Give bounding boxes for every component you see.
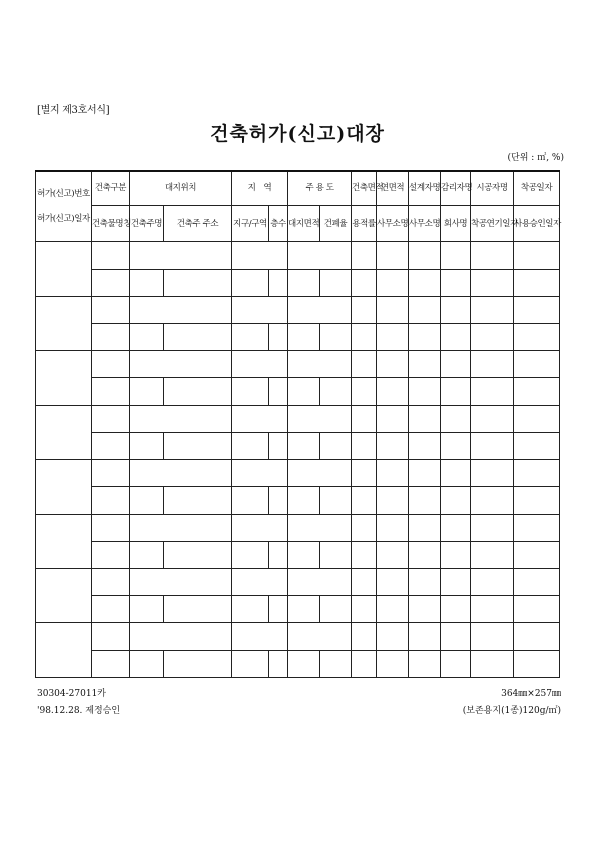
permit-cell[interactable]: [36, 405, 92, 459]
entry-cell[interactable]: [288, 405, 352, 432]
entry-cell[interactable]: [288, 650, 320, 677]
entry-cell[interactable]: [471, 650, 514, 677]
entry-cell[interactable]: [352, 242, 377, 269]
entry-cell[interactable]: [352, 487, 377, 514]
company-header: 회사명: [441, 206, 471, 242]
permit-cell[interactable]: [36, 242, 92, 296]
entry-cell[interactable]: [377, 324, 409, 351]
entry-cell[interactable]: [352, 460, 377, 487]
entry-cell[interactable]: [352, 623, 377, 650]
use-header: 주 용 도: [288, 171, 352, 206]
entry-cell[interactable]: [377, 650, 409, 677]
entry-cell[interactable]: [232, 514, 288, 541]
entry-cell[interactable]: [471, 514, 514, 541]
entry-cell[interactable]: [288, 324, 320, 351]
form-code: 30304-27011카: [37, 689, 106, 699]
entry-cell[interactable]: [471, 296, 514, 323]
entry-row-top: [36, 623, 560, 650]
entry-cell[interactable]: [164, 324, 232, 351]
entry-cell[interactable]: [130, 460, 232, 487]
entry-cell[interactable]: [352, 650, 377, 677]
entry-cell[interactable]: [130, 296, 232, 323]
entry-cell[interactable]: [288, 242, 352, 269]
entry-cell[interactable]: [130, 514, 232, 541]
entry-cell[interactable]: [352, 514, 377, 541]
entry-cell[interactable]: [409, 569, 441, 596]
entry-cell[interactable]: [352, 351, 377, 378]
entry-cell[interactable]: [409, 405, 441, 432]
entry-cell[interactable]: [288, 269, 320, 296]
entry-cell[interactable]: [471, 460, 514, 487]
entry-row-top: [36, 405, 560, 432]
entry-cell[interactable]: [269, 269, 288, 296]
entry-cell[interactable]: [320, 487, 352, 514]
entry-cell[interactable]: [92, 296, 130, 323]
entry-cell[interactable]: [288, 460, 352, 487]
entry-cell[interactable]: [92, 487, 130, 514]
site-area-header: 대지면적: [288, 206, 320, 242]
entry-cell[interactable]: [352, 569, 377, 596]
entry-cell[interactable]: [377, 378, 409, 405]
entry-cell[interactable]: [352, 432, 377, 459]
entry-cell[interactable]: [409, 650, 441, 677]
entry-cell[interactable]: [441, 378, 471, 405]
entry-cell[interactable]: [514, 351, 560, 378]
entry-cell[interactable]: [471, 242, 514, 269]
entry-cell[interactable]: [471, 378, 514, 405]
entry-cell[interactable]: [514, 650, 560, 677]
entry-cell[interactable]: [514, 324, 560, 351]
header-row-2: [36, 206, 560, 242]
entry-cell[interactable]: [409, 623, 441, 650]
entry-cell[interactable]: [514, 541, 560, 568]
entry-cell[interactable]: [377, 460, 409, 487]
owner-address-header: 건축주 주소: [164, 206, 232, 242]
entry-cell[interactable]: [514, 460, 560, 487]
entry-cell[interactable]: [130, 432, 164, 459]
header-row-1: [36, 171, 560, 206]
entry-cell[interactable]: [471, 623, 514, 650]
entry-cell[interactable]: [130, 623, 232, 650]
entry-cell[interactable]: [232, 378, 269, 405]
entry-row-bottom: [36, 596, 560, 623]
entry-cell[interactable]: [471, 405, 514, 432]
entry-cell[interactable]: [409, 296, 441, 323]
entry-cell[interactable]: [377, 242, 409, 269]
entry-row-bottom: [36, 432, 560, 459]
entry-cell[interactable]: [441, 296, 471, 323]
entry-cell[interactable]: [441, 487, 471, 514]
entry-row-top: [36, 296, 560, 323]
zone-header: 지 역: [232, 171, 288, 206]
entry-cell[interactable]: [377, 296, 409, 323]
entry-cell[interactable]: [514, 378, 560, 405]
entry-cell[interactable]: [409, 596, 441, 623]
entry-cell[interactable]: [377, 432, 409, 459]
entry-cell[interactable]: [164, 596, 232, 623]
entry-cell[interactable]: [164, 487, 232, 514]
entry-cell[interactable]: [130, 650, 164, 677]
entry-cell[interactable]: [441, 460, 471, 487]
entry-cell[interactable]: [164, 269, 232, 296]
entry-cell[interactable]: [288, 569, 352, 596]
entry-cell[interactable]: [441, 351, 471, 378]
site-header: 대지위치: [130, 171, 232, 206]
entry-cell[interactable]: [269, 596, 288, 623]
entry-cell[interactable]: [92, 623, 130, 650]
class-header: 건축구분: [92, 171, 130, 206]
entry-row-bottom: [36, 324, 560, 351]
entry-cell[interactable]: [514, 432, 560, 459]
entry-cell[interactable]: [441, 324, 471, 351]
entry-cell[interactable]: [441, 242, 471, 269]
entry-cell[interactable]: [409, 514, 441, 541]
entry-cell[interactable]: [288, 296, 352, 323]
entry-row-top: [36, 460, 560, 487]
entry-cell[interactable]: [409, 432, 441, 459]
entry-cell[interactable]: [269, 487, 288, 514]
entry-cell[interactable]: [232, 405, 288, 432]
entry-row-top: [36, 351, 560, 378]
form-label: [별지 제3호서식]: [37, 105, 110, 116]
entry-cell[interactable]: [130, 324, 164, 351]
entry-cell[interactable]: [92, 378, 130, 405]
entry-cell[interactable]: [320, 269, 352, 296]
supervisor-header: 감리자명: [441, 171, 471, 206]
entry-row-bottom: [36, 487, 560, 514]
entry-cell[interactable]: [441, 623, 471, 650]
entry-row-bottom: [36, 378, 560, 405]
entry-cell[interactable]: [232, 269, 269, 296]
entry-cell[interactable]: [352, 541, 377, 568]
entry-cell[interactable]: [130, 569, 232, 596]
entry-cell[interactable]: [232, 623, 288, 650]
entry-cell[interactable]: [441, 405, 471, 432]
entry-cell[interactable]: [471, 432, 514, 459]
entry-cell[interactable]: [409, 351, 441, 378]
entry-cell[interactable]: [92, 596, 130, 623]
entry-cell[interactable]: [471, 487, 514, 514]
entry-cell[interactable]: [288, 514, 352, 541]
entry-cell[interactable]: [92, 242, 130, 269]
entry-cell[interactable]: [514, 514, 560, 541]
entry-cell[interactable]: [269, 541, 288, 568]
entry-cell[interactable]: [130, 242, 232, 269]
entry-cell[interactable]: [269, 378, 288, 405]
floors-header: 층수: [269, 206, 288, 242]
entry-cell[interactable]: [514, 405, 560, 432]
entry-cell[interactable]: [441, 514, 471, 541]
entry-row-top: [36, 242, 560, 269]
entry-cell[interactable]: [377, 269, 409, 296]
entry-cell[interactable]: [320, 324, 352, 351]
entry-cell[interactable]: [269, 432, 288, 459]
entry-cell[interactable]: [409, 460, 441, 487]
permit-number-label: 허가(신고)번호: [37, 189, 90, 200]
entry-cell[interactable]: [320, 432, 352, 459]
entry-cell[interactable]: [232, 569, 288, 596]
entry-cell[interactable]: [352, 596, 377, 623]
entry-cell[interactable]: [352, 296, 377, 323]
entry-cell[interactable]: [320, 378, 352, 405]
floor-area-header: 연면적: [377, 171, 409, 206]
start-date-header: 착공일자: [514, 171, 560, 206]
entry-row-top: [36, 569, 560, 596]
entry-cell[interactable]: [130, 351, 232, 378]
permit-number-header: [36, 171, 92, 242]
entry-cell[interactable]: [352, 405, 377, 432]
entry-cell[interactable]: [92, 351, 130, 378]
entry-row-bottom: [36, 269, 560, 296]
entry-cell[interactable]: [377, 541, 409, 568]
entry-cell[interactable]: [130, 378, 164, 405]
entry-cell[interactable]: [514, 296, 560, 323]
entry-cell[interactable]: [269, 650, 288, 677]
entry-cell[interactable]: [92, 269, 130, 296]
entry-cell[interactable]: [232, 296, 288, 323]
entry-cell[interactable]: [320, 541, 352, 568]
entry-cell[interactable]: [232, 596, 269, 623]
entry-cell[interactable]: [409, 269, 441, 296]
entry-cell[interactable]: [288, 596, 320, 623]
entry-cell[interactable]: [377, 569, 409, 596]
entry-cell[interactable]: [232, 487, 269, 514]
entry-cell[interactable]: [514, 596, 560, 623]
entry-cell[interactable]: [288, 432, 320, 459]
entry-cell[interactable]: [441, 432, 471, 459]
entry-cell[interactable]: [471, 569, 514, 596]
entry-cell[interactable]: [409, 378, 441, 405]
permit-register-table: [35, 170, 560, 678]
entry-cell[interactable]: [288, 378, 320, 405]
entry-cell[interactable]: [92, 460, 130, 487]
page-title: 건축허가(신고)대장: [210, 123, 385, 145]
entry-cell[interactable]: [164, 432, 232, 459]
unit-note: (단위 : ㎡, %): [507, 153, 564, 163]
use-approval-header: 사용승인일자: [514, 206, 560, 242]
entry-cell[interactable]: [288, 623, 352, 650]
entry-cell[interactable]: [232, 650, 269, 677]
permit-cell[interactable]: [36, 460, 92, 514]
entry-cell[interactable]: [352, 378, 377, 405]
entry-cell[interactable]: [92, 541, 130, 568]
entry-cell[interactable]: [409, 242, 441, 269]
entry-cell[interactable]: [471, 596, 514, 623]
entry-cell[interactable]: [92, 405, 130, 432]
entry-cell[interactable]: [130, 596, 164, 623]
approval-note: '98.12.28. 제정승인: [37, 706, 121, 716]
paper-size: 364㎜×257㎜: [501, 689, 561, 699]
entry-cell[interactable]: [92, 324, 130, 351]
entry-cell[interactable]: [441, 541, 471, 568]
entry-cell[interactable]: [164, 541, 232, 568]
entry-cell[interactable]: [471, 351, 514, 378]
entry-cell[interactable]: [471, 269, 514, 296]
permit-date-label: 허가(신고)일자: [37, 213, 90, 224]
entry-cell[interactable]: [232, 541, 269, 568]
entry-cell[interactable]: [164, 378, 232, 405]
delay-date-header: 착공연기일자: [471, 206, 514, 242]
entry-row-bottom: [36, 541, 560, 568]
entry-cell[interactable]: [514, 242, 560, 269]
entry-cell[interactable]: [269, 324, 288, 351]
coverage-header: 건폐율: [320, 206, 352, 242]
entry-cell[interactable]: [441, 650, 471, 677]
entry-row-top: [36, 514, 560, 541]
entry-cell[interactable]: [232, 324, 269, 351]
entry-cell[interactable]: [232, 351, 288, 378]
far-header: 용적률: [352, 206, 377, 242]
entry-cell[interactable]: [164, 650, 232, 677]
entry-cell[interactable]: [377, 351, 409, 378]
entry-cell[interactable]: [92, 650, 130, 677]
permit-cell[interactable]: [36, 514, 92, 568]
entry-cell[interactable]: [514, 487, 560, 514]
permit-cell[interactable]: [36, 623, 92, 678]
entry-cell[interactable]: [130, 269, 164, 296]
entry-cell[interactable]: [130, 487, 164, 514]
entry-cell[interactable]: [232, 432, 269, 459]
entry-cell[interactable]: [92, 432, 130, 459]
entry-cell[interactable]: [232, 460, 288, 487]
entry-cell[interactable]: [441, 596, 471, 623]
permit-cell[interactable]: [36, 569, 92, 623]
entry-cell[interactable]: [471, 541, 514, 568]
entry-cell[interactable]: [288, 541, 320, 568]
entry-cell[interactable]: [92, 514, 130, 541]
owner-name-header: 건축주명: [130, 206, 164, 242]
entry-cell[interactable]: [377, 405, 409, 432]
entry-cell[interactable]: [441, 569, 471, 596]
permit-cell[interactable]: [36, 351, 92, 405]
entry-cell[interactable]: [514, 623, 560, 650]
entry-cell[interactable]: [409, 541, 441, 568]
entry-cell[interactable]: [377, 596, 409, 623]
entry-cell[interactable]: [514, 269, 560, 296]
entry-cell[interactable]: [320, 650, 352, 677]
district-header: 지구/구역: [232, 206, 269, 242]
entry-cell[interactable]: [288, 351, 352, 378]
designer-header: 설계자명: [409, 171, 441, 206]
permit-cell[interactable]: [36, 296, 92, 350]
entry-cell[interactable]: [288, 487, 320, 514]
entry-cell[interactable]: [320, 596, 352, 623]
supervisor-office-header: 사무소명: [409, 206, 441, 242]
entry-row-bottom: [36, 650, 560, 677]
entry-cell[interactable]: [130, 405, 232, 432]
constructor-header: 시공자명: [471, 171, 514, 206]
entry-cell[interactable]: [377, 623, 409, 650]
entry-cell[interactable]: [409, 487, 441, 514]
paper-type: (보존용지(1종)120g/㎡): [462, 706, 561, 716]
entry-cell[interactable]: [352, 269, 377, 296]
entry-cell[interactable]: [471, 324, 514, 351]
designer-office-header: 사무소명: [377, 206, 409, 242]
entry-cell[interactable]: [352, 324, 377, 351]
entry-cell[interactable]: [409, 324, 441, 351]
building-area-header: 건축면적: [352, 171, 377, 206]
entry-cell[interactable]: [92, 569, 130, 596]
building-name-header: 건축물명칭: [92, 206, 130, 242]
entry-cell[interactable]: [232, 242, 288, 269]
entry-cell[interactable]: [441, 269, 471, 296]
entry-cell[interactable]: [130, 541, 164, 568]
entry-cell[interactable]: [514, 569, 560, 596]
entry-cell[interactable]: [377, 487, 409, 514]
entry-cell[interactable]: [377, 514, 409, 541]
